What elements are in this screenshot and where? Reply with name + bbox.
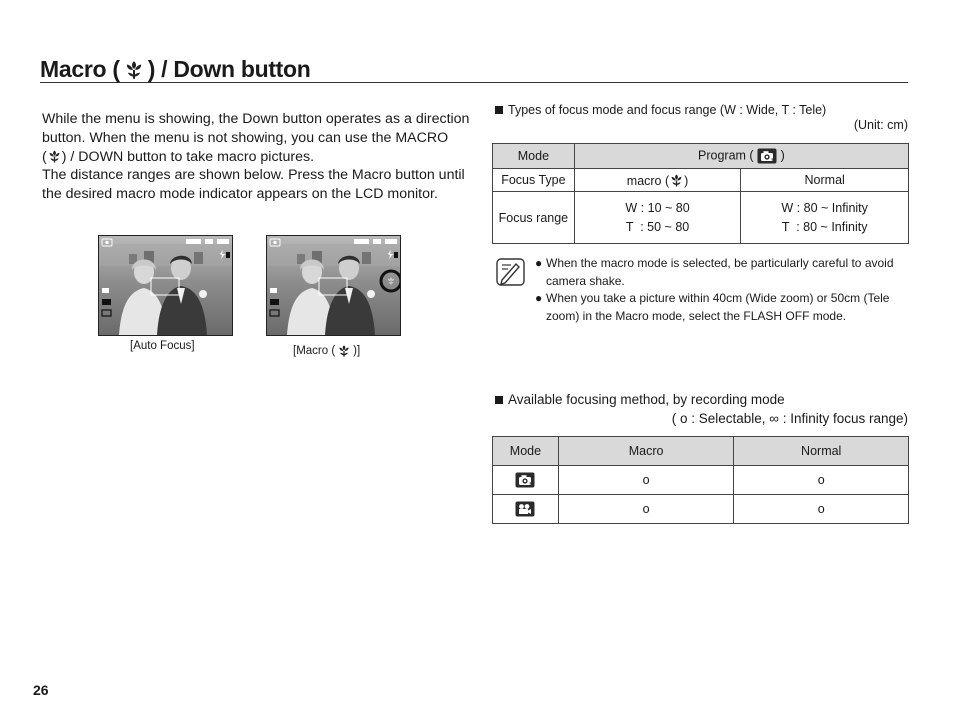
page-title-suffix: ) / Down button (147, 56, 311, 82)
lcd-macro-screen (266, 235, 401, 336)
header-macro: Macro (558, 437, 734, 466)
cell-macro-range: W : 10 ~ 80 T : 50 ~ 80 (574, 192, 741, 244)
caption-auto-focus: [Auto Focus] (130, 340, 195, 352)
focus-range-heading: Types of focus mode and focus range (W : Wide, T : Tele) (495, 103, 826, 117)
macro-cell: o (558, 466, 734, 495)
mode-cell (493, 495, 559, 524)
focusing-legend: ( o : Selectable, ∞ : Infinity focus range) (671, 411, 908, 426)
page-number: 26 (33, 682, 49, 698)
macro-flower-icon (47, 149, 62, 164)
header-mode: Mode (493, 437, 559, 466)
intro-text (42, 110, 482, 204)
infinity-symbol: ∞ (769, 411, 779, 426)
program-camera-icon (757, 148, 777, 164)
unit-label: (Unit: cm) (853, 118, 908, 132)
lcd-auto-focus-screen (98, 235, 233, 336)
normal-cell: o (734, 495, 909, 524)
macro-flower-icon (123, 59, 145, 81)
cell-normal-range: W : 80 ~ Infinity T : 80 ~ Infinity (741, 192, 909, 244)
intro-line-3: The distance ranges are shown below. Press the Macro button until the desired macro mode indicator appears on the LCD monitor. (42, 167, 465, 203)
page-title-prefix: Macro ( (40, 56, 120, 82)
cell-macro-type: macro ( ) (574, 169, 741, 192)
normal-cell: o (734, 466, 909, 495)
macro-cell: o (558, 495, 734, 524)
note-list (535, 255, 910, 325)
focus-range-table (492, 143, 909, 244)
square-bullet-icon (495, 106, 503, 114)
header-program: Program ( ) (574, 144, 908, 169)
table-row (493, 466, 909, 495)
note-item: ● When the macro mode is selected, be particularly careful to avoid camera shake. (535, 256, 894, 288)
header-normal: Normal (734, 437, 909, 466)
row-label-focus-type: Focus Type (493, 169, 575, 192)
program-camera-icon (515, 472, 535, 488)
macro-flower-icon (337, 344, 351, 358)
intro-line-1: While the menu is showing, the Down button operates as a direction button. When the menu is not showing, you can use the MACRO (42, 111, 470, 146)
focusing-method-table (492, 436, 909, 524)
macro-flower-icon (669, 173, 684, 188)
note-pencil-icon (496, 258, 525, 286)
focusing-method-heading: Available focusing method, by recording mode (495, 392, 785, 407)
caption-macro: [Macro ( )] (293, 345, 361, 357)
title-divider (40, 82, 908, 83)
intro-line-2: ( ) / DOWN button to take macro pictures. (42, 148, 315, 165)
header-mode: Mode (493, 144, 575, 169)
note-item: ● When you take a picture within 40cm (Wide zoom) or 50cm (Tele zoom) in the Macro mode, select the FLASH OFF mode. (535, 291, 890, 323)
table-row (493, 495, 909, 524)
movie-camera-icon (515, 501, 535, 517)
page-title (40, 56, 311, 83)
cell-normal-type: Normal (741, 169, 909, 192)
mode-cell (493, 466, 559, 495)
square-bullet-icon (495, 396, 503, 404)
row-label-focus-range: Focus range (493, 192, 575, 244)
